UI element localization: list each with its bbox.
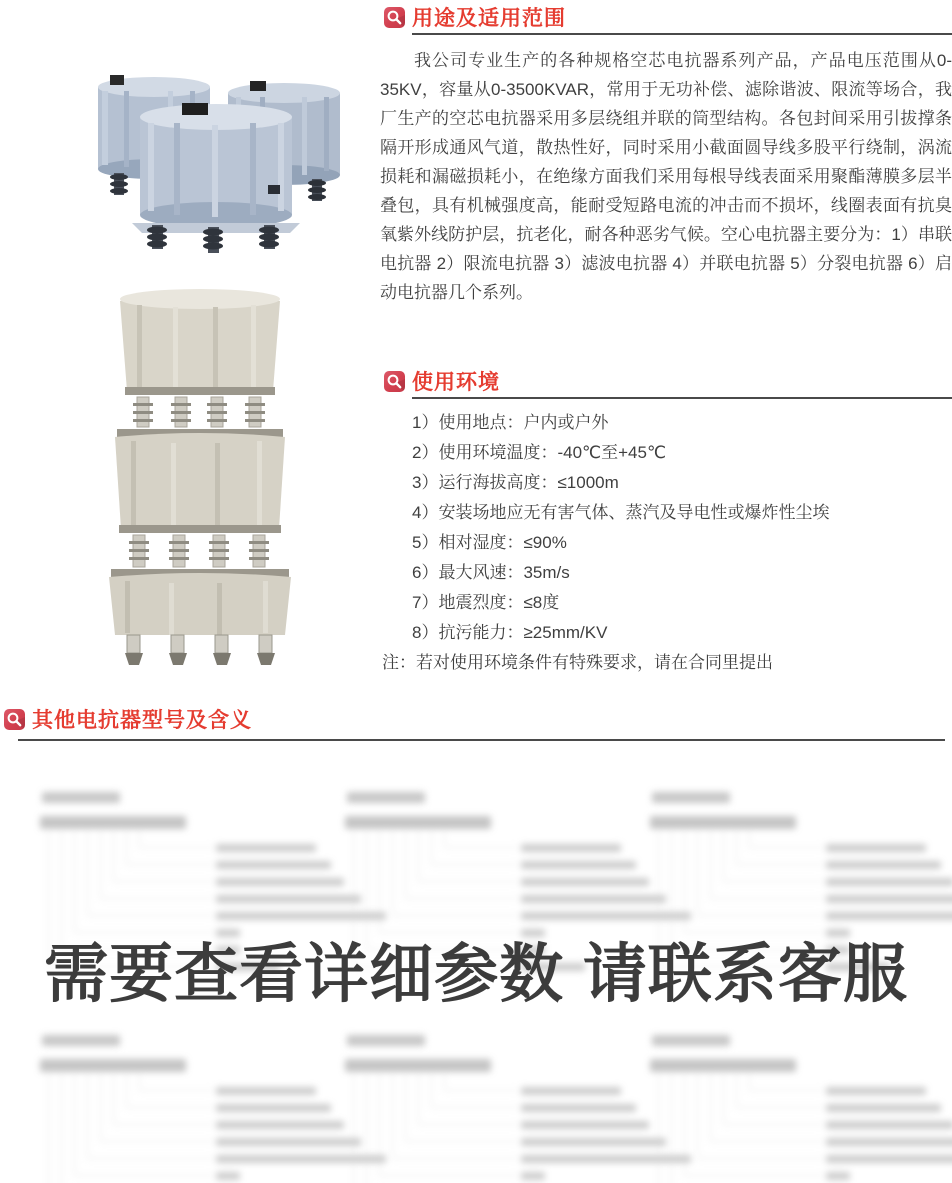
section-rule-full (18, 739, 945, 741)
section-header-usage-scope (384, 2, 566, 32)
section-title: 其他电抗器型号及含义 (32, 709, 252, 732)
section-title: 使用环境 (412, 371, 500, 394)
blurred-model-diagram (345, 1031, 645, 1183)
environment-list-item: 7）地震烈度：≤8度 (412, 593, 560, 612)
magnifier-badge-icon (4, 709, 25, 730)
section-header-environment (384, 366, 500, 396)
environment-list (380, 408, 952, 678)
environment-list-item: 注：若对使用环境条件有特殊要求，请在合同里提出 (382, 653, 773, 672)
usage-scope-paragraph: 我公司专业生产的各种规格空芯电抗器系列产品，产品电压范围从0-35KV，容量从0-3500KVAR，常用于无功补偿、滤除谐波、限流等场合，我厂生产的空芯电抗器采用多层绕组并联的筒型结构。各包封间采用引拔撑条隔开形成通风气道，散热性好，同时采用小截面圆导线多股平行绕制，涡流损耗和漏磁损耗小，在绝缘方面我们采用每根导线表面采用聚酯薄膜多层半叠包，具有机械强度高，能耐受短路电流的冲击而不损坏，线圈表面有抗臭氧紫外线防护层，抗老化，耐各种恶劣气候。空心电抗器主要分为：1）串联电抗器 2）限流电抗器 3）滤波电抗器 4）并联电抗器 5）分裂电抗器 6）启动电抗器几个系列。 (380, 51, 952, 302)
environment-list-item: 8）抗污能力：≥25mm/KV (412, 623, 608, 642)
blurred-model-diagram (650, 1031, 950, 1183)
product-photo-stacked-reactor (85, 283, 315, 665)
stacked-reactor-illustration (85, 283, 315, 665)
contact-service-watermark: 需要查看详细参数 请联系客服 (44, 938, 908, 1010)
environment-list-item: 2）使用环境温度：-40℃至+45℃ (412, 443, 667, 462)
environment-list-item: 3）运行海拔高度：≤1000m (412, 473, 619, 492)
magnifier-badge-icon (384, 371, 405, 392)
triple-reactor-illustration (40, 45, 370, 260)
section-rule (412, 33, 952, 35)
environment-list-item: 5）相对湿度：≤90% (412, 533, 567, 552)
magnifier-badge-icon (384, 7, 405, 28)
product-photo-triple-reactor (40, 45, 370, 260)
section-header-other-models (4, 704, 252, 734)
environment-list-item: 4）安装场地应无有害气体、蒸汽及导电性或爆炸性尘埃 (412, 503, 830, 522)
section-title: 用途及适用范围 (412, 7, 566, 30)
section-rule (412, 397, 952, 399)
blurred-model-diagram (40, 1031, 340, 1183)
environment-list-item: 1）使用地点：户内或户外 (412, 413, 609, 432)
environment-list-item: 6）最大风速：35m/s (412, 563, 570, 582)
